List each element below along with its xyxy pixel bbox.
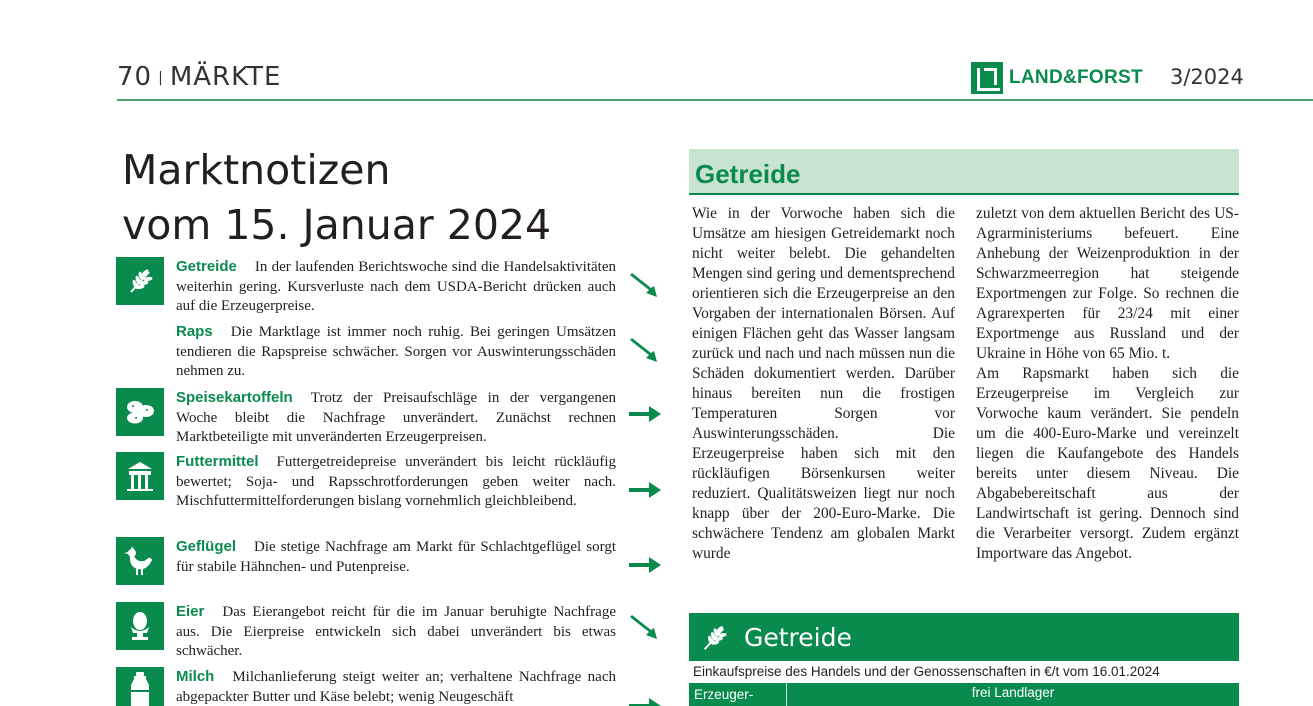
- entry-getreide: [176, 257, 616, 317]
- entry-keyword: Raps: [176, 323, 213, 340]
- trend-down-arrow-icon: [627, 337, 663, 365]
- page-number: 70: [117, 62, 153, 92]
- table-header-row: [689, 683, 1239, 706]
- table-title: Getreide: [744, 623, 852, 652]
- potatoes-icon: [116, 388, 164, 436]
- entry-text: Die stetige Nachfrage am Markt für Schlachtgeflügel sorgt für stabile Hähnchen- und Putenpreise.: [176, 539, 616, 575]
- feed-silo-icon: [116, 452, 164, 500]
- title-line-2: vom 15. Januar 2024: [122, 201, 552, 249]
- article-column-1: Wie in der Vorwoche haben sich die Umsätze am hiesigen Getreidemarkt noch nicht weiter belebt. Die gehandelten Mengen sind gering und dementsprechend orientieren sich die Erzeugerpreise an den Vorgaben der internationalen Börsen. Auf einigen Flächen geht das Wasser langsam zurück und nach und nach müssen nun die Schäden dokumentiert werden. Darüber hinaus bereiten nun die frostigen Temperaturen Sorgen vor Auswinterungsschäden. Die Erzeugerpreise haben sich mit den rückläufigen Börsenkursen weiter reduziert. Qualitätsweizen liegt nur noch knapp über der 200-Euro-Marke. Die schwächere Tendenz am globalen Markt wurde: [692, 205, 955, 562]
- page-header: [117, 62, 281, 92]
- trend-down-arrow-icon: [627, 614, 663, 642]
- entry-keyword: Geflügel: [176, 538, 237, 555]
- table-title-band: [689, 613, 1239, 661]
- milk-can-icon: [116, 667, 164, 706]
- article-heading-band: [689, 149, 1239, 195]
- trend-steady-arrow-icon: [627, 551, 663, 579]
- entry-milch: [176, 667, 616, 706]
- logo-text: LAND&FORST: [1009, 67, 1143, 88]
- trend-steady-arrow-icon: [627, 476, 663, 504]
- table-header-location: frei Landlager: [971, 685, 1055, 700]
- entry-keyword: Milch: [176, 668, 215, 685]
- header-divider: [117, 99, 1313, 101]
- brand-logo: [971, 62, 1143, 94]
- entry-keyword: Eier: [176, 603, 205, 620]
- chicken-icon: [116, 537, 164, 585]
- header-separator: |: [158, 69, 164, 86]
- entry-gefluegel: [176, 537, 616, 577]
- entry-text: Die Marktlage ist immer noch ruhig. Bei geringen Umsätzen tendieren die Rapspreise schwächer. Sorgen vor Auswinterungsschäden nehmen zu.: [176, 324, 616, 379]
- entry-keyword: Getreide: [176, 258, 237, 275]
- trend-steady-arrow-icon: [627, 692, 663, 706]
- section-name: MÄRKTE: [169, 62, 282, 92]
- wheat-icon: [116, 257, 164, 305]
- entry-keyword: Speisekartoffeln: [176, 389, 293, 406]
- article-column-2: [976, 204, 1239, 564]
- table-header-producer: Erzeuger-: [694, 687, 754, 702]
- page-title: [122, 143, 551, 253]
- egg-icon: [116, 602, 164, 650]
- entry-text: Trotz der Preisaufschläge in der vergangenen Woche bleibt die Nachfrage unverändert. Zunächst rechnen Marktbeteiligte mit unveränderten Erzeugerpreisen.: [176, 390, 616, 445]
- title-line-1: Marktnotizen: [122, 146, 391, 194]
- wheat-icon: [699, 621, 731, 653]
- entry-raps: [176, 322, 616, 382]
- entry-eier: [176, 602, 616, 662]
- entry-text: Das Eierangebot reicht für die im Januar beruhigte Nachfrage aus. Die Eierpreise entwickeln sich dabei unverändert bis etwas schwächer.: [176, 604, 616, 659]
- entry-text: In der laufenden Berichtswoche sind die Handelsaktivitäten weiterhin gering. Kursverluste nach dem USDA-Bericht drücken auch auf die Erzeugerpreise.: [176, 259, 616, 314]
- trend-down-arrow-icon: [627, 272, 663, 300]
- article-paragraph: Am Rapsmarkt haben sich die Erzeugerpreise im Vergleich zur Vorwoche kaum verändert. Sie pendeln um die 400-Euro-Marke und vereinzelt liegen die Kaufangebote des Handels bereits unter diesem Niveau. Die Abgabebereitschaft aus der Landwirtschaft ist gering. Dennoch sind die Verarbeiter versorgt. Zudem ergänzt Importware das Angebot.: [976, 365, 1239, 562]
- issue-number: 3/2024: [1170, 65, 1244, 89]
- trend-steady-arrow-icon: [627, 400, 663, 428]
- entry-speisekartoffeln: [176, 388, 616, 448]
- article-paragraph: zuletzt von dem aktuellen Bericht des US-Agrarministeriums befeuert. Eine Anhebung der Weizenproduktion in der Schwarzmeerregion hat steigende Exportmengen zur Folge. So rechnen die Agrarexperten für 23/24 mit einer Exportmenge aus Russland und der Ukraine in Höhe von 65 Mio. t.: [976, 205, 1239, 362]
- article-heading: Getreide: [695, 159, 801, 189]
- entry-text: Futtergetreidepreise unverändert bis leicht rückläufig bewertet; Soja- und Rapsschrotforderungen geben weiter nach. Mischfuttermittelforderungen bislang vornehmlich gleichbleibend.: [176, 454, 616, 509]
- logo-mark-icon: [971, 62, 1003, 94]
- entry-keyword: Futtermittel: [176, 453, 259, 470]
- entry-text: Milchanlieferung steigt weiter an; verhaltene Nachfrage nach abgepackter Butter und Käse belebt; wenig Neugeschäft: [176, 669, 616, 705]
- table-subtitle: Einkaufspreise des Handels und der Genossenschaften in €/t vom 16.01.2024: [693, 664, 1160, 679]
- entry-futtermittel: [176, 452, 616, 512]
